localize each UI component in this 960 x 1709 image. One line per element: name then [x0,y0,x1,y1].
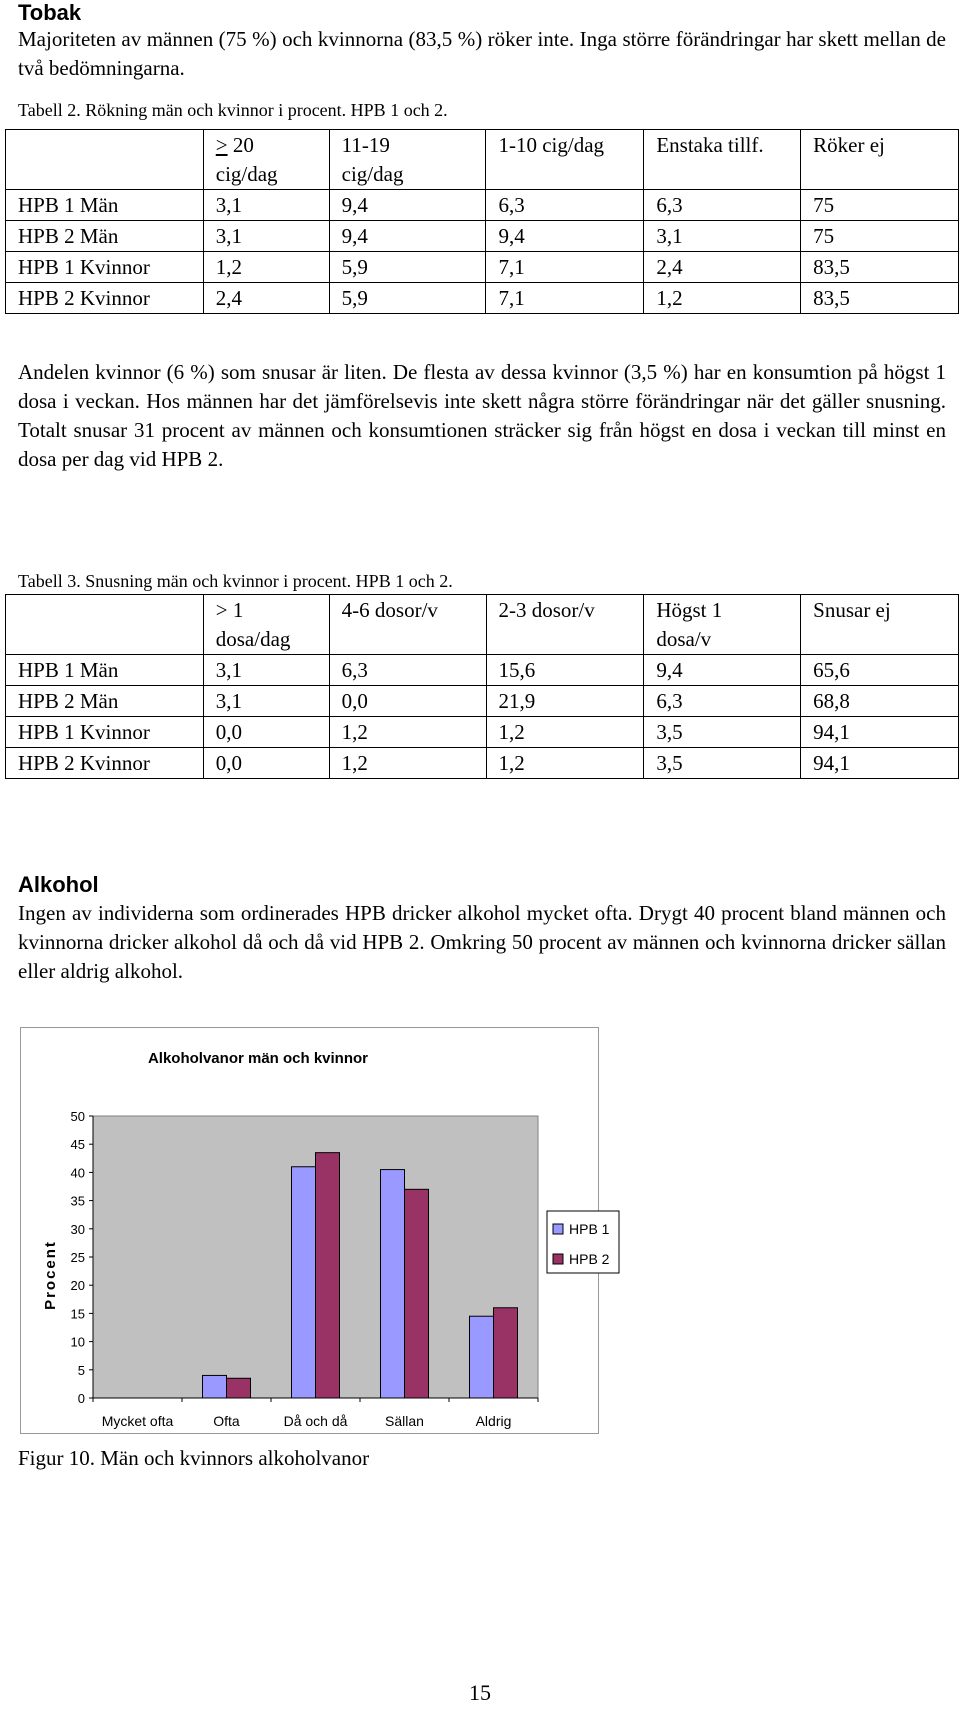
header-line-2 [656,160,790,189]
row-label: HPB 2 Kvinnor [6,748,204,779]
row-label: HPB 1 Kvinnor [6,717,204,748]
bar-hpb-1-1 [203,1375,227,1398]
alcohol-chart [20,1027,610,1434]
table-header-row [6,595,959,655]
smoking-table [5,129,959,314]
table-header-cell [644,595,801,655]
alkohol-paragraph: Ingen av individerna som ordinerades HPB dricker alkohol mycket ofta. Drygt 40 procent bland männen och kvinnorna dricker alkohol då och då vid HPB 2. Omkring 50 procent av männen och kvinnorna dricker sällan eller aldrig alkohol. [18,901,946,983]
table-header-cell [801,130,959,190]
table-cell: 6,3 [644,190,801,221]
header-line-2 [499,625,634,654]
tobak-paragraph: Majoriteten av männen (75 %) och kvinnorna (83,5 %) röker inte. Inga större förändringar har skett mellan de två bedömningarna. [18,27,946,80]
table-header-cell [644,130,801,190]
table-header-cell [801,595,959,655]
header-line-1: 11-19 [341,133,390,157]
x-tick-label: Då och då [283,1413,348,1429]
table-cell: 6,3 [644,686,801,717]
table-cell: 5,9 [329,252,486,283]
table-row [6,221,959,252]
table-cell: 3,1 [203,221,329,252]
table-cell: 21,9 [486,686,644,717]
table-cell: 7,1 [486,252,644,283]
bar-hpb-1-3 [381,1170,405,1398]
table-header-cell [329,595,486,655]
row-label: HPB 2 Män [6,686,204,717]
legend-label: HPB 1 [569,1221,610,1237]
row-label: HPB 2 Kvinnor [6,283,204,314]
x-tick-label: Mycket ofta [101,1413,174,1429]
header-line-2 [498,160,633,189]
table-cell: 1,2 [203,252,329,283]
y-tick-label: 35 [70,1193,85,1209]
table-cell: 83,5 [801,283,959,314]
table-cell: 0,0 [329,686,486,717]
table-cell: 6,3 [486,190,644,221]
bar-hpb-2-2 [316,1153,340,1398]
y-axis-title: Procent [42,1240,59,1310]
table-header-row [6,130,959,190]
row-label: HPB 2 Män [6,221,204,252]
section-heading-alkohol: Alkohol [18,872,99,897]
table-cell: 1,2 [329,717,486,748]
table-row [6,283,959,314]
table-cell: 15,6 [486,655,644,686]
y-tick-label: 10 [70,1334,85,1350]
legend-swatch [553,1254,563,1264]
x-tick-label: Ofta [213,1413,240,1429]
table-cell: 1,2 [644,283,801,314]
table-header-cell [486,595,644,655]
y-tick-label: 25 [70,1250,85,1265]
table-cell: 3,5 [644,748,801,779]
table-cell: 7,1 [486,283,644,314]
y-tick-label: 0 [77,1391,85,1406]
bar-hpb-1-4 [470,1316,494,1398]
header-line-2: cig/dag [215,162,278,186]
chart-title: Alkoholvanor män och kvinnor [147,1050,369,1067]
y-tick-label: 50 [70,1109,85,1124]
bar-hpb-2-1 [227,1378,251,1398]
table-cell: 3,1 [203,686,329,717]
table-cell: 1,2 [486,748,644,779]
y-tick-label: 30 [70,1221,85,1237]
table-cell: 9,4 [486,221,644,252]
table-cell: 2,4 [644,252,801,283]
table-cell: 0,0 [203,717,329,748]
legend-swatch [553,1224,563,1234]
snus-table-body [6,595,959,779]
table-cell: 94,1 [801,748,959,779]
page-number: 15 [469,1680,491,1705]
table-cell: 0,0 [203,748,329,779]
figure-caption: Figur 10. Män och kvinnors alkoholvanor [18,1446,370,1470]
table-cell: 68,8 [801,686,959,717]
snus-table [5,594,959,779]
bar-hpb-2-3 [405,1189,429,1398]
section-heading-tobak: Tobak [18,0,82,25]
x-tick-label: Sällan [385,1413,424,1429]
y-tick-label: 15 [70,1306,85,1322]
row-label: HPB 1 Kvinnor [6,252,204,283]
header-line-1: Enstaka tillf. [656,133,764,157]
header-line-1: 2-3 dosor/v [498,598,595,622]
table2-caption: Tabell 2. Rökning män och kvinnor i procent. HPB 1 och 2. [18,100,448,120]
table-cell: 75 [801,190,959,221]
table-row [6,655,959,686]
x-tick-label: Aldrig [475,1413,512,1429]
table-cell: 9,4 [644,655,801,686]
table-cell: 3,1 [203,655,329,686]
header-line-2: dosa/v [656,627,712,651]
legend-label: HPB 2 [569,1251,610,1267]
table-cell: 94,1 [801,717,959,748]
table-row [6,717,959,748]
header-line-2: dosa/dag [215,627,291,651]
bar-hpb-1-2 [292,1167,316,1398]
alcohol-chart-svg [21,1028,610,1433]
y-tick-label: 20 [70,1278,85,1294]
header-line-1: > 20 [215,133,254,157]
bar-hpb-2-4 [494,1308,518,1398]
header-line-1: Högst 1 [656,598,723,622]
table-cell: 2,4 [203,283,329,314]
table-header-blank [6,130,204,190]
header-line-1: > 1 [215,598,244,622]
table-cell: 3,1 [644,221,801,252]
y-tick-label: 40 [70,1165,85,1181]
table-header-cell [203,595,329,655]
table-row [6,748,959,779]
table3-caption: Tabell 3. Snusning män och kvinnor i procent. HPB 1 och 2. [18,571,453,591]
y-tick-label: 5 [77,1362,85,1378]
header-line-1: 1-10 cig/dag [498,133,605,157]
table-row [6,252,959,283]
table-cell: 3,1 [203,190,329,221]
table-cell: 6,3 [329,655,486,686]
row-label: HPB 1 Män [6,190,204,221]
table-cell: 9,4 [329,221,486,252]
table-row [6,686,959,717]
header-line-2 [813,160,948,189]
header-line-1: Snusar ej [813,598,891,622]
table-cell: 3,5 [644,717,801,748]
header-line-2 [813,625,948,654]
table-cell: 5,9 [329,283,486,314]
header-line-1: 4-6 dosor/v [341,598,438,622]
table-cell: 1,2 [329,748,486,779]
header-line-2: cig/dag [341,162,404,186]
table-cell: 1,2 [486,717,644,748]
table-cell: 65,6 [801,655,959,686]
table-header-cell [203,130,329,190]
table-header-blank [6,595,204,655]
y-tick-label: 45 [70,1137,85,1153]
table-header-cell [486,130,644,190]
table-header-cell [329,130,486,190]
snus-paragraph: Andelen kvinnor (6 %) som snusar är liten. De flesta av dessa kvinnor (3,5 %) har en konsumtion på högst 1 dosa i veckan. Hos männen har det jämförelsevis inte skett några större förändringar när det gäller snusning. Totalt snusar 31 procent av männen och konsumtionen sträcker sig från högst en dosa i veckan till minst en dosa per dag vid HPB 2. [18,360,946,471]
smoking-table-body [6,130,959,314]
header-line-1: Röker ej [813,133,885,157]
table-cell: 9,4 [329,190,486,221]
table-row [6,190,959,221]
table-cell: 83,5 [801,252,959,283]
header-line-2 [342,625,476,654]
row-label: HPB 1 Män [6,655,204,686]
table-cell: 75 [801,221,959,252]
